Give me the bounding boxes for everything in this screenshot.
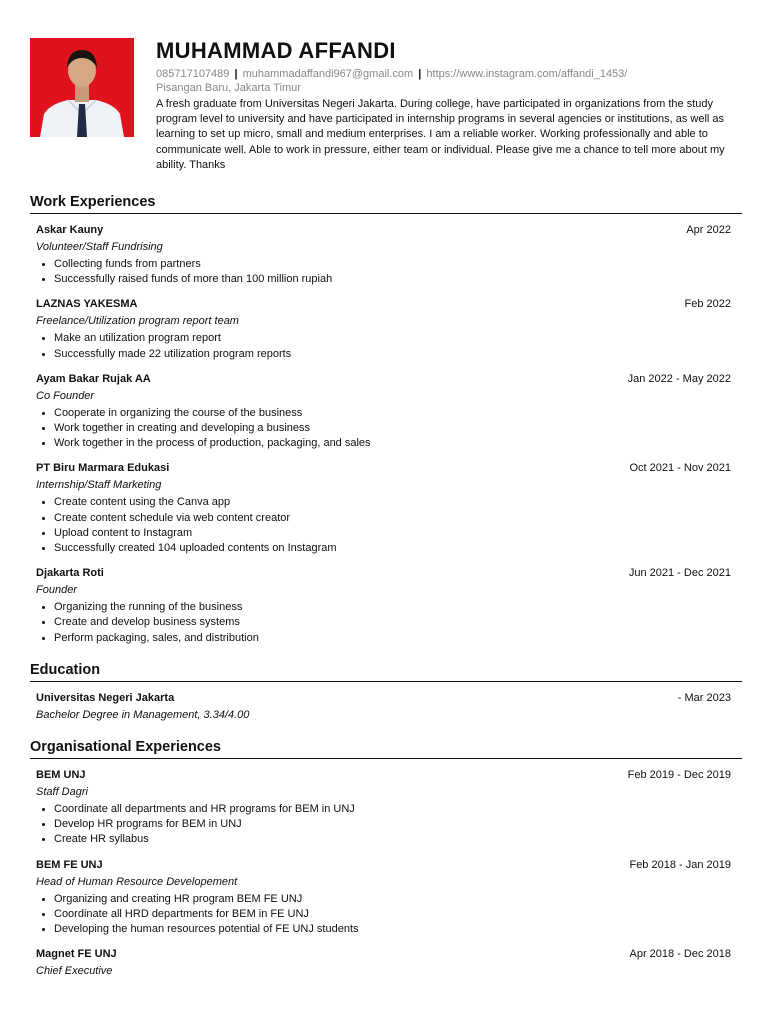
entry-header: [36, 857, 731, 874]
section-title: Organisational Experiences: [30, 738, 742, 759]
list-item: Collecting funds from partners: [54, 257, 731, 272]
organization-name: Ayam Bakar Rujak AA: [36, 372, 151, 385]
organization-name: Djakarta Roti: [36, 567, 104, 580]
list-item: Make an utilization program report: [54, 331, 731, 346]
list-item: Coordinate all departments and HR programs for BEM in UNJ: [54, 802, 731, 817]
organization-name: Askar Kauny: [36, 224, 104, 236]
entry-header: [36, 767, 731, 784]
organization-name: BEM UNJ: [36, 769, 86, 781]
responsibility-list: [36, 892, 731, 938]
list-item: Perform packaging, sales, and distribution: [54, 631, 731, 646]
entry-header: [36, 460, 731, 477]
responsibility-list: [36, 406, 731, 452]
date-range: Jun 2021 - Dec 2021: [628, 567, 731, 580]
entry-header: [36, 565, 731, 582]
list-item: Cooperate in organizing the course of the business: [54, 406, 731, 421]
list-item: Coordinate all HRD departments for BEM in FE UNJ: [54, 907, 731, 922]
responsibility-list: [36, 257, 731, 287]
contact-separator: |: [234, 68, 238, 80]
date-range: Jan 2022 - May 2022: [627, 372, 731, 385]
email-link[interactable]: muhammadaffandi967@gmail.com: [242, 68, 414, 80]
work-experiences-section: [30, 193, 742, 646]
experience-entry: [36, 690, 731, 724]
responsibility-list: [36, 495, 731, 556]
section-title: Education: [30, 661, 742, 682]
organization-name: BEM FE UNJ: [36, 858, 103, 871]
entry-list: [30, 690, 742, 724]
experience-entry: [36, 565, 731, 646]
phone-number: 085717107489: [156, 68, 230, 80]
experience-entry: [36, 222, 731, 287]
profile-photo: [30, 38, 134, 137]
date-range: Apr 2022: [686, 224, 731, 236]
role-title: Co Founder: [36, 389, 95, 402]
role-title: Internship/Staff Marketing: [36, 479, 162, 492]
list-item: Develop HR programs for BEM in UNJ: [54, 817, 731, 832]
list-item: Work together in creating and developing a business: [54, 421, 731, 436]
education-section: [30, 661, 742, 724]
entry-header: [36, 296, 731, 313]
role-title: Chief Executive: [36, 965, 113, 978]
list-item: Create content using the Canva app: [54, 495, 731, 510]
list-item: Organizing the running of the business: [54, 600, 731, 615]
instagram-link[interactable]: https://www.instagram.com/affandi_1453/: [426, 68, 628, 80]
experience-entry: [36, 946, 731, 980]
contact-separator: |: [418, 68, 422, 80]
date-range: Feb 2019 - Dec 2019: [627, 769, 731, 781]
list-item: Create content schedule via web content creator: [54, 511, 731, 526]
role-title: Freelance/Utilization program report team: [36, 315, 239, 328]
date-range: Feb 2022: [684, 298, 731, 311]
location: Pisangan Baru, Jakarta Timur: [156, 82, 301, 94]
experience-entry: [36, 857, 731, 938]
organization-name: Universitas Negeri Jakarta: [36, 692, 175, 704]
responsibility-list: [36, 802, 731, 848]
list-item: Developing the human resources potential of FE UNJ students: [54, 922, 731, 937]
role-title: Bachelor Degree in Management, 3.34/4.00: [36, 709, 250, 721]
experience-entry: [36, 767, 731, 848]
role-title: Head of Human Resource Developement: [36, 875, 238, 888]
list-item: Create and develop business systems: [54, 615, 731, 630]
role-title: Staff Dagri: [36, 786, 88, 798]
date-range: Apr 2018 - Dec 2018: [629, 948, 731, 961]
organisational-experiences-section: [30, 738, 742, 980]
entry-header: [36, 222, 731, 239]
list-item: Successfully created 104 uploaded contents on Instagram: [54, 541, 731, 556]
entry-header: [36, 690, 731, 707]
role-title: Founder: [36, 584, 77, 597]
date-range: Oct 2021 - Nov 2021: [629, 462, 731, 475]
date-range: Feb 2018 - Jan 2019: [629, 858, 731, 871]
role-title: Volunteer/Staff Fundrising: [36, 241, 163, 253]
entry-list: [30, 767, 742, 980]
list-item: Create HR syllabus: [54, 832, 731, 847]
entry-header: [36, 371, 731, 388]
section-title: Work Experiences: [30, 193, 742, 214]
responsibility-list: [36, 600, 731, 646]
list-item: Upload content to Instagram: [54, 526, 731, 541]
organization-name: PT Biru Marmara Edukasi: [36, 462, 170, 475]
list-item: Successfully raised funds of more than 100 million rupiah: [54, 272, 731, 287]
list-item: Successfully made 22 utilization program reports: [54, 347, 731, 362]
organization-name: Magnet FE UNJ: [36, 948, 117, 961]
candidate-name: MUHAMMAD AFFANDI: [156, 38, 396, 63]
entry-header: [36, 946, 731, 963]
contact-line: [156, 67, 742, 81]
organization-name: LAZNAS YAKESMA: [36, 298, 138, 311]
experience-entry: [36, 371, 731, 452]
list-item: Organizing and creating HR program BEM FE UNJ: [54, 892, 731, 907]
list-item: Work together in the process of production, packaging, and sales: [54, 436, 731, 451]
profile-summary: A fresh graduate from Universitas Negeri Jakarta. During college, have participated in organizations from the study program level to university and have participated in internship programs in several agencies or institutions, as well as learning to set up micro, small and medium enterprises. I am a reliable worker. Working professionally and able to communicate well. Able to work in pressure, either team or individual. Please give me a chance to tell more about my ability. Thanks: [156, 98, 725, 171]
responsibility-list: [36, 331, 731, 361]
experience-entry: [36, 296, 731, 361]
experience-entry: [36, 460, 731, 556]
entry-list: [30, 222, 742, 646]
date-range: - Mar 2023: [677, 692, 731, 704]
